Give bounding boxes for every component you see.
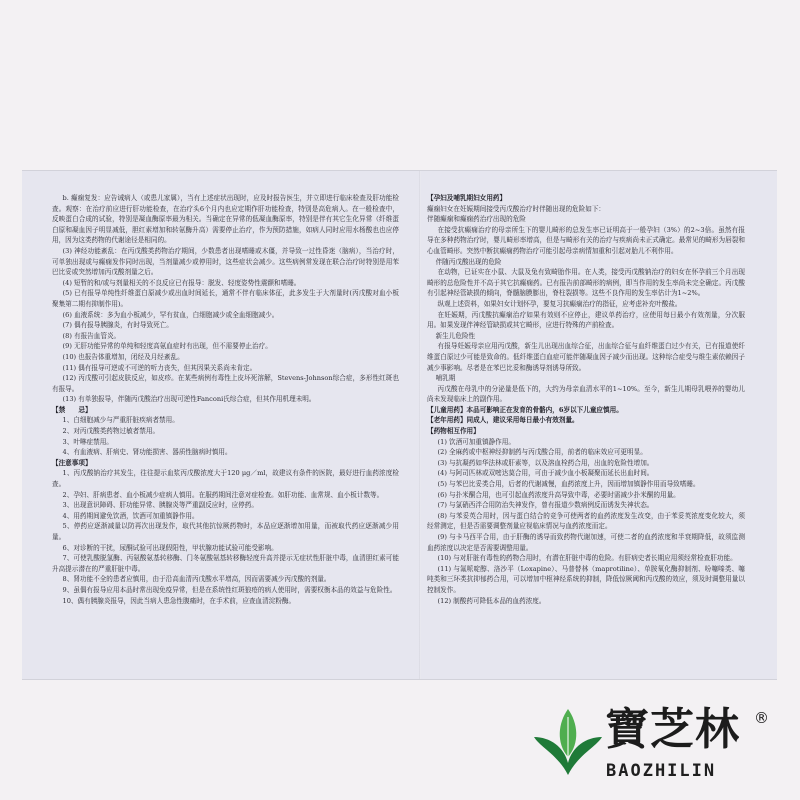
right-section-heading: 【孕妇及哺乳期妇女用药】: [427, 194, 507, 202]
right-paragraph: 纵观上述资料，如果妇女计划怀孕，要复习抗癫痫治疗的指征，应考虑补充叶酸盐。: [437, 299, 682, 308]
right-paragraph: (6) 与扑米酮合用，也可引起血药浓度升高导致中毒，必要时需减少扑米酮的用量。: [437, 490, 680, 499]
leaflet-fold-line: [419, 171, 421, 679]
left-paragraph: (5) 已有报导单纯性纤维蛋白原减少或出血时间延长，通常不伴有临床体征，此多发生于大剂量时(丙戊酸对血小板聚集第二期有抑制作用)。: [52, 289, 399, 308]
left-paragraph: 9、虽偶有报导应用本品时常出现免疫异常，但是在系统性红斑狼疮的病人使用时，需要权衡本品的效益与危险性。: [62, 585, 397, 594]
right-section-heading: 【老年用药】同成人，建议采用每日最小有效剂量。: [427, 416, 579, 425]
right-section-heading: 【药物相互作用】: [427, 427, 480, 436]
right-paragraph: (12) 制酸药可降低本品的血药浓度。: [437, 596, 546, 605]
right-paragraph: (9) 与卡马西平合用，由于肝酶的诱导而致药物代谢加速，可使二者的血药浓度和半衰期降低，故须监测血药浓度以决定是否需要调整用量。: [427, 533, 745, 552]
right-paragraph: (7) 与氯硝西泮合用防治失神发作，曾有报道少数病例反而诱发失神状态。: [437, 501, 654, 510]
right-paragraph: 哺乳期: [435, 374, 456, 383]
left-paragraph: b. 癫痫复发：应告诫病人（或患儿家属），当有上述症状出现时，应及时报告医生，并立即进行临床检查及肝功能检查。观察：在治疗前应进行肝功能检查，在治疗头6个月内也应定期作肝功能检查，特别是高危病人。在一般检查中，反映蛋白合成的试验，特别是凝血酶原率最为相关。当确定在异常的低凝血酶原率，特别是伴有其它生化异常（纤维蛋白原和凝血因子明显减低，胆红素增加和转氨酶升高）需要停止治疗，作为预防措施，如病人同时应用水杨酸也也应停用，因为这类药物的代谢途径是相同的。: [52, 194, 399, 245]
left-paragraph: 3、叶啉症禁用。: [62, 437, 113, 446]
right-paragraph: 在接受抗癫痫治疗的母亲所生下的婴儿畸形的总发生率已证明高于一般孕妇（3%）的2~3倍。虽然有报导在多种药物治疗时，婴儿畸形率增高，但是与畸形有关的治疗与疾病尚未正式确定。最常见的畸形为唇裂和心血管畸形。突然中断抗癫痫药物治疗可能引起母亲病情加重和引起对胎儿不利作用。: [427, 225, 745, 255]
left-paragraph: (7) 偶有报导胰腺炎，有时导致死亡。: [62, 321, 173, 330]
left-paragraph: 6、对诊断的干扰，尿酮试验可出现假阳性，甲状腺功能试验可能受影响。: [62, 543, 278, 552]
brand-name-english: BAOZHILIN: [606, 761, 717, 781]
leaflet-left-column: [52, 193, 399, 681]
left-paragraph: (6) 血液系统：多为血小板减少，罕有贫血，白细胞减少或全血细胞减少。: [62, 310, 279, 319]
left-paragraph: 10、偶有胰腺炎报导，因此当病人患急性腹痛时，在手术前，应查血清淀粉酶。: [62, 596, 296, 605]
brand-name-chinese: 寶芝林: [605, 704, 740, 755]
right-paragraph: (10) 与对肝脏有毒性的药物合用时，有潜在肝脏中毒的危险。有肝病史者长期应用须经常检查肝功能。: [437, 554, 737, 563]
right-paragraph: 新生儿危险性: [435, 331, 476, 340]
left-paragraph: (8) 有报告血管炎。: [62, 331, 121, 340]
right-paragraph: 在妊娠期，丙戊酸抗癫痫治疗如果有效则不应停止，建议单药治疗，应使用每日最小有效剂量，分次服用。如果发现伴神经管缺损或其它畸形，应进行特殊的产前检查。: [427, 310, 745, 330]
right-paragraph: (2) 全麻药或中枢神经抑制药与丙戊酸合用，前者的临床效应可更明显。: [437, 448, 647, 457]
left-paragraph: (9) 无肝功能异常的单纯和轻度高氨血症时有出现，但不需要停止治疗。: [62, 342, 272, 351]
left-paragraph: 1、白细胞减少与严重肝脏疾病者禁用。: [62, 416, 179, 425]
right-paragraph: (4) 与阿司匹林或双嘧达莫合用，可由于减少血小板凝聚而延长出血时间。: [437, 469, 654, 478]
left-paragraph: 2、孕妇、肝病患者、血小板减少症病人慎用。在服药期间注意对症检查。如肝功能、血常规、血小板计数等。: [62, 490, 384, 499]
left-paragraph: 4、用药期间避免饮酒，饮酒可加重镇静作用。: [62, 511, 199, 520]
right-paragraph: (5) 与苯巴比妥类合用，后者的代谢减慢，血药浓度上升，因而增加镇静作用而导致嗜睡。: [437, 480, 700, 489]
right-paragraph: (11) 与氟哌啶醇、洛沙平（Loxapine）、马普替林（maprotiline）、单胺氧化酶抑制剂、吩噻嗪类、噻吨类和三环类抗抑郁药合用，可以增加中枢神经系统的抑制，降低惊厥阈和丙戊酸的效应，须及时调整用量以控制发作。: [427, 564, 745, 594]
package-insert-leaflet: [22, 170, 777, 680]
right-paragraph: 癫痫妇女在妊娠期间接受丙戊酸治疗时伴随出现的危险如下：: [427, 204, 606, 213]
registered-trademark-icon: ®: [754, 709, 769, 727]
leaflet-right-column: [427, 193, 745, 663]
left-paragraph: 2、对丙戊酸类药物过敏者禁用。: [62, 427, 160, 436]
left-paragraph: 3、出现意识障碍、肝功能异常、胰腺炎等严重副反应时，应停药。: [62, 501, 258, 510]
left-paragraph: (13) 有单独报导，伴随丙戊酸治疗出现可逆性Fanconi氏综合症，但其作用机理未明。: [62, 395, 316, 404]
right-paragraph: 伴随癫痫和癫痫药治疗出现的危险: [427, 215, 526, 224]
right-paragraph: (8) 与苯妥英合用时，因与蛋白结合的竞争可使两者的血药浓度发生改变，由于苯妥英浓度变化较大，须经常测定，但是否需要调整剂量应视临床情况与血药浓度而定。: [427, 511, 745, 531]
left-paragraph: 4、有血液病、肝病史、肾功能损害、器质性脑病时慎用。: [62, 448, 232, 457]
left-paragraph: (4) 短暂的和/或与剂量相关的不良反应已有报导：脱发、轻度姿势性震颤和嗜睡。: [62, 278, 301, 287]
right-paragraph: (3) 与抗凝药如华法林或肝素等，以及溶血栓药合用，出血的危险性增加。: [437, 458, 654, 467]
right-paragraph: 伴随丙戊酸出现的危险: [435, 257, 502, 266]
right-paragraph: 有报导妊娠母亲应用丙戊酸，新生儿出现出血综合征，出血综合征与血纤维蛋白过少有关，已有报道使纤维蛋白原过少可能是致命的。低纤维蛋白血症可能伴随凝血因子减少而出现。这种综合症受与维生素依赖因子减少事影响。尽者是在苯巴比妥和酶诱导剂诱导所致。: [427, 342, 745, 372]
right-paragraph: (1) 饮酒可加重镇静作用。: [437, 437, 515, 446]
left-paragraph: 5、停药应逐渐减量以防再次出现发作，取代其他抗惊厥药物时，本品应逐渐增加用量，而被取代药应逐渐减少用量。: [52, 522, 399, 541]
left-section-heading: 【禁 忌】: [52, 405, 92, 414]
left-paragraph: 7、可使乳酸脱氢酶、丙氨酸氨基转移酶、门冬氨酸氨基转移酶轻度升高并提示无症状性肝脏中毒，血清胆红素可能升高提示潜在的严重肝脏中毒。: [52, 554, 399, 573]
right-section-heading: 【儿童用药】本品可影响正在发育的骨骼内，6岁以下儿童应慎用。: [427, 405, 623, 414]
right-paragraph: 在动物，已证实在小鼠、大鼠及兔有致畸胎作用。在人类，接受丙戊酸钠治疗的妇女在怀孕前三个月出现畸形的总危险性并不高于其它抗癫痫药。已有报告前部畸形的病例，即当作用的发生率尚未完全确定。丙戊酸有引起神经管缺损的倾向，脊髓脑膜膨出，脊柱裂损等。这些不良作用的发生率估计为1~2%。: [427, 268, 745, 298]
right-paragraph: 丙戊酸在母乳中的分泌量是低下的，大约为母亲血清水平的1~10%。至今，新生儿期母乳喂养的婴幼儿尚未发现临床上的副作用。: [427, 384, 745, 404]
left-paragraph: 8、肾功能不全的患者应慎用，由于沿高血清丙戊酸水平增高，因而需要减少丙戊酸的剂量。: [62, 575, 331, 584]
left-paragraph: (12) 丙戊酸可引起皮肤反应，如皮疹。在某些病例有毒性上皮坏死溶解，Stevens-Johnson综合症，多形性红斑也有报导。: [52, 374, 399, 393]
left-paragraph: (10) 也报告体重增加，闭经及月经紊乱。: [62, 352, 184, 361]
left-section-heading: 【注意事项】: [52, 458, 92, 467]
left-paragraph: (11) 偶有报导可逆或不可逆的听力丧失，但其因果关系尚未肯定。: [62, 363, 257, 372]
left-paragraph: 1、丙戊酸钠治疗其发生，往往提示血浆丙戊酸浓度大于120 μg／ml，故建议有条件的医院，最好进行血药浓度检查。: [52, 469, 399, 489]
left-paragraph: (3) 神经功能紊乱：在丙戊酸类药物治疗期间，少数患者出现嗜睡或木僵，并导致一过性昏迷（脑病），当治疗时，可单独出现或与癫痫发作同时出现，当剂量减少或停用时，这些症状会减少。这些病例常发现在联合治疗时特别是用苯巴比妥或突然增加丙戊酸剂量之后。: [52, 246, 399, 277]
brand-logo: [528, 703, 788, 793]
leaf-sprout-icon: [528, 703, 608, 783]
